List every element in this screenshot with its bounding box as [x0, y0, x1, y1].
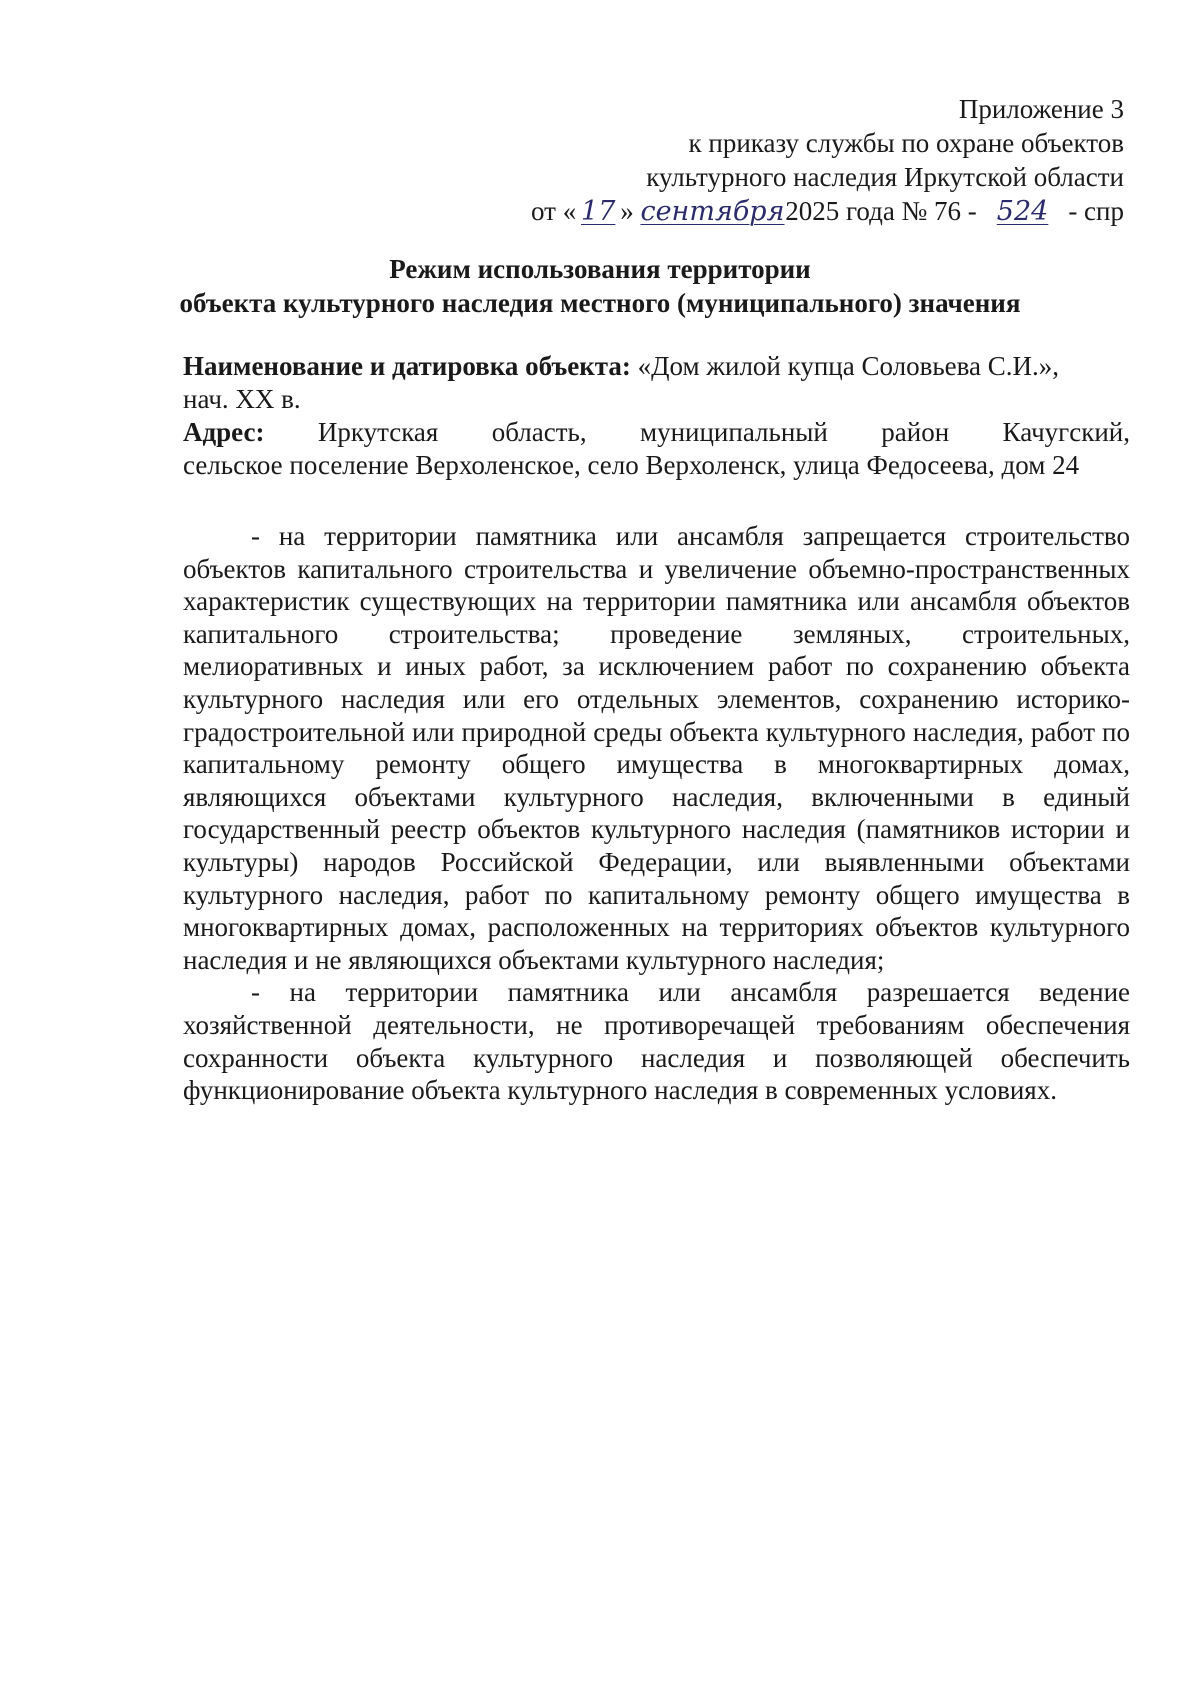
object-name-value: «Дом жилой купца Соловьева С.И.»,	[637, 351, 1060, 381]
object-name-line	[183, 350, 1130, 383]
attachment-header	[531, 92, 1124, 229]
object-dating: нач. XX в.	[183, 384, 301, 414]
handwritten-month: сентября	[640, 196, 785, 227]
title-line-1: Режим использования территории	[389, 254, 811, 284]
order-suffix: - спр	[1068, 196, 1124, 226]
object-name-label: Наименование и датировка объекта:	[183, 351, 631, 381]
issuing-authority-line: культурного наследия Иркутской области	[646, 162, 1124, 192]
usage-regime-text	[183, 520, 1130, 1107]
permission-paragraph: - на территории памятника или ансамбля разрешается ведение хозяйственной деятельности, не противоречащей требованиям обеспечения сохранности объекта культурного наследия и позволяющей обеспечить функционирование объекта культурного наследия в современных условиях.	[183, 977, 1130, 1106]
object-info	[183, 350, 1130, 482]
address-label: Адрес:	[183, 417, 265, 447]
address-value-part1: Иркутская область, муниципальный район Качугский,	[317, 417, 1130, 447]
order-reference-line: к приказу службы по охране объектов	[688, 128, 1124, 158]
handwritten-day: 17	[581, 196, 616, 227]
object-address-line	[183, 416, 1130, 449]
attachment-number: Приложение 3	[958, 94, 1124, 124]
title-line-2: объекта культурного наследия местного (муниципального) значения	[179, 288, 1021, 318]
restriction-paragraph: - на территории памятника или ансамбля запрещается строительство объектов капитального строительства и увеличение объемно-пространственных характеристик существующих на территории памятника или ансамбля объектов капитального строительства; проведение земляных, строительных, мелиоративных и иных работ, за исключением работ по сохранению объекта культурного наследия или его отдельных элементов, сохранению историко-градостроительной или природной среды объекта культурного наследия, работ по капитальному ремонту общего имущества в многоквартирных домах, являющихся объектами культурного наследия, включенными в единый государственный реестр объектов культурного наследия (памятников истории и культуры) народов Российской Федерации, или выявленными объектами культурного наследия, работ по капитальному ремонту общего имущества в многоквартирных домах, расположенных на территориях объектов культурного наследия и не являющихся объектами культурного наследия;	[183, 521, 1130, 975]
handwritten-order-number: 524	[996, 196, 1049, 227]
order-date-line	[531, 194, 1124, 229]
date-year: 2025 года № 76 -	[785, 196, 977, 226]
date-prefix: от «	[531, 196, 577, 226]
address-value-part2: сельское поселение Верхоленское, село Верхоленск, улица Федосеева, дом 24	[183, 450, 1080, 480]
document-title	[0, 252, 1200, 320]
date-mid: »	[620, 196, 634, 226]
